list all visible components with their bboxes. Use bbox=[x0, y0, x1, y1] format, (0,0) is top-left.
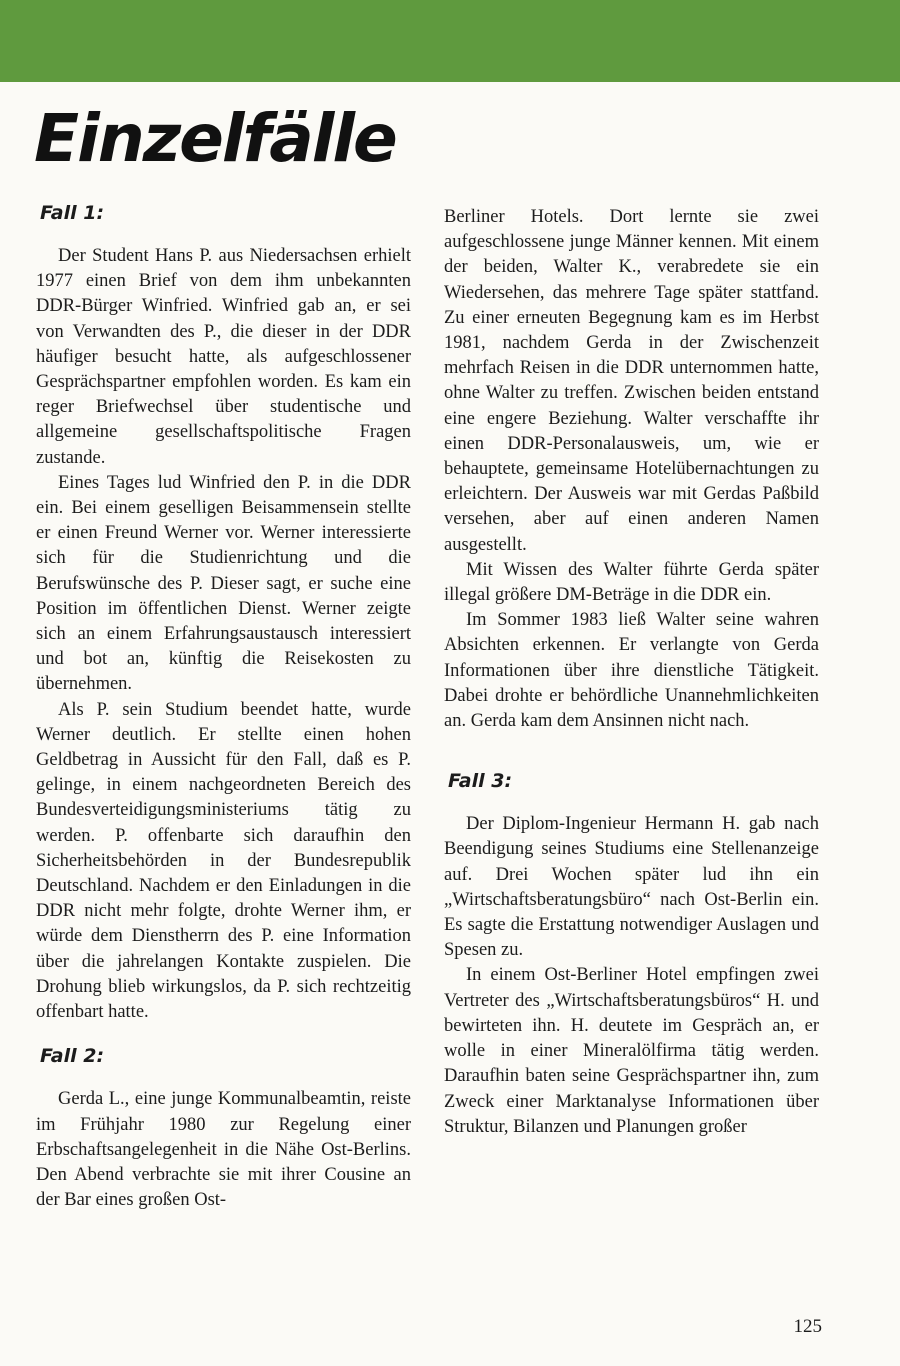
header-color-bar bbox=[0, 0, 900, 82]
paragraph: Mit Wissen des Walter führte Gerda später illegal größere DM-Beträge in die DDR ein. bbox=[444, 559, 819, 606]
case-heading-fall-3: Fall 3: bbox=[448, 770, 513, 793]
case-heading-fall-2: Fall 2: bbox=[40, 1045, 105, 1068]
right-column bbox=[444, 205, 819, 1140]
page-title: Einzelfälle bbox=[34, 100, 396, 177]
paragraph: Als P. sein Studium beendet hatte, wurde Werner deutlich. Er stellte einen hohen Geldbetrag in Aussicht für den Fall, daß es P. gelinge, in einem nachgeordneten Bereich des Bundesverteidigungsministeriums tätig zu werden. P. offenbarte sich daraufhin den Sicherheitsbehörden in der Bundesrepublik Deutschland. Nachdem er den Einladungen in die DDR nicht mehr folgte, drohte Werner ihm, er würde dem Dienstherrn des P. eine Information über die jahrelangen Kontakte zuspielen. Die Drohung blieb wirkungslos, da P. sich rechtzeitig offenbart hatte. bbox=[36, 699, 411, 1023]
paragraph: Der Diplom-Ingenieur Hermann H. gab nach Beendigung seines Studiums eine Stellenanzeige auf. Drei Wochen später lud ihn ein „Wirtschaftsberatungsbüro“ nach Ost-Berlin ein. Es sagte die Erstattung notwendiger Auslagen und Spesen zu. bbox=[444, 814, 819, 961]
paragraph: Gerda L., eine junge Kommunalbeamtin, reiste im Frühjahr 1980 zur Regelung einer Erbschaftsangelegenheit in die Nähe Ost-Berlins. Den Abend verbrachte sie mit ihrer Cousine an der Bar eines großen Ost- bbox=[36, 1089, 411, 1211]
left-column bbox=[36, 200, 411, 1213]
page-number: 125 bbox=[793, 1316, 822, 1337]
paragraph: In einem Ost-Berliner Hotel empfingen zwei Vertreter des „Wirtschaftsberatungsbüros“ H. und bewirteten ihn. H. deutete im Gespräch an, er wolle in einer Mineralölfirma tätig werden. Daraufhin baten seine Gesprächspartner ihn, zum Zweck einer Marktanalyse Informationen über Struktur, Bilanzen und Planungen großer bbox=[444, 965, 819, 1137]
paragraph-continued: Berliner Hotels. Dort lernte sie zwei aufgeschlossene junge Männer kennen. Mit einem der beiden, Walter K., verabredete sie ein Wiedersehen, das mehrere Tage später stattfand. Zu einer erneuten Begegnung kam es im Herbst 1981, nachdem Gerda in der Zwischenzeit mehrfach Reisen in die DDR unternommen hatte, ohne Walter zu treffen. Zwischen beiden entstand eine engere Beziehung. Walter verschaffte ihr einen DDR-Personalausweis, um, wie er behauptete, gemeinsame Hotelübernachtungen zu erleichtern. Der Ausweis war mit Gerdas Paßbild versehen, aber auf einen anderen Namen ausgestellt. bbox=[444, 207, 819, 555]
paragraph: Eines Tages lud Winfried den P. in die DDR ein. Bei einem geselligen Beisammensein stellte er einen Freund Werner vor. Werner interessierte sich für die Studienrichtung und die Berufswünsche des P. Dieser sagt, er suche eine Position im öffentlichen Dienst. Werner zeigte sich an einem Erfahrungsaustausch interessiert und bot an, künftig die Reisekosten zu übernehmen. bbox=[36, 472, 411, 695]
paragraph: Der Student Hans P. aus Niedersachsen erhielt 1977 einen Brief von dem ihm unbekannten DDR-Bürger Winfried. Winfried gab an, er sei von Verwandten des P., die dieser in der DDR häufiger besucht hatte, als aufgeschlossener Gesprächspartner empfohlen worden. Es kam ein reger Briefwechsel über studentische und allgemeine gesellschaftspolitische Fragen zustande. bbox=[36, 246, 411, 468]
paragraph: Im Sommer 1983 ließ Walter seine wahren Absichten erkennen. Er verlangte von Gerda Informationen über ihre dienstliche Tätigkeit. Dabei drohte er behördliche Unannehmlichkeiten an. Gerda kam dem Ansinnen nicht nach. bbox=[444, 610, 819, 732]
case-heading-fall-1: Fall 1: bbox=[40, 202, 105, 224]
